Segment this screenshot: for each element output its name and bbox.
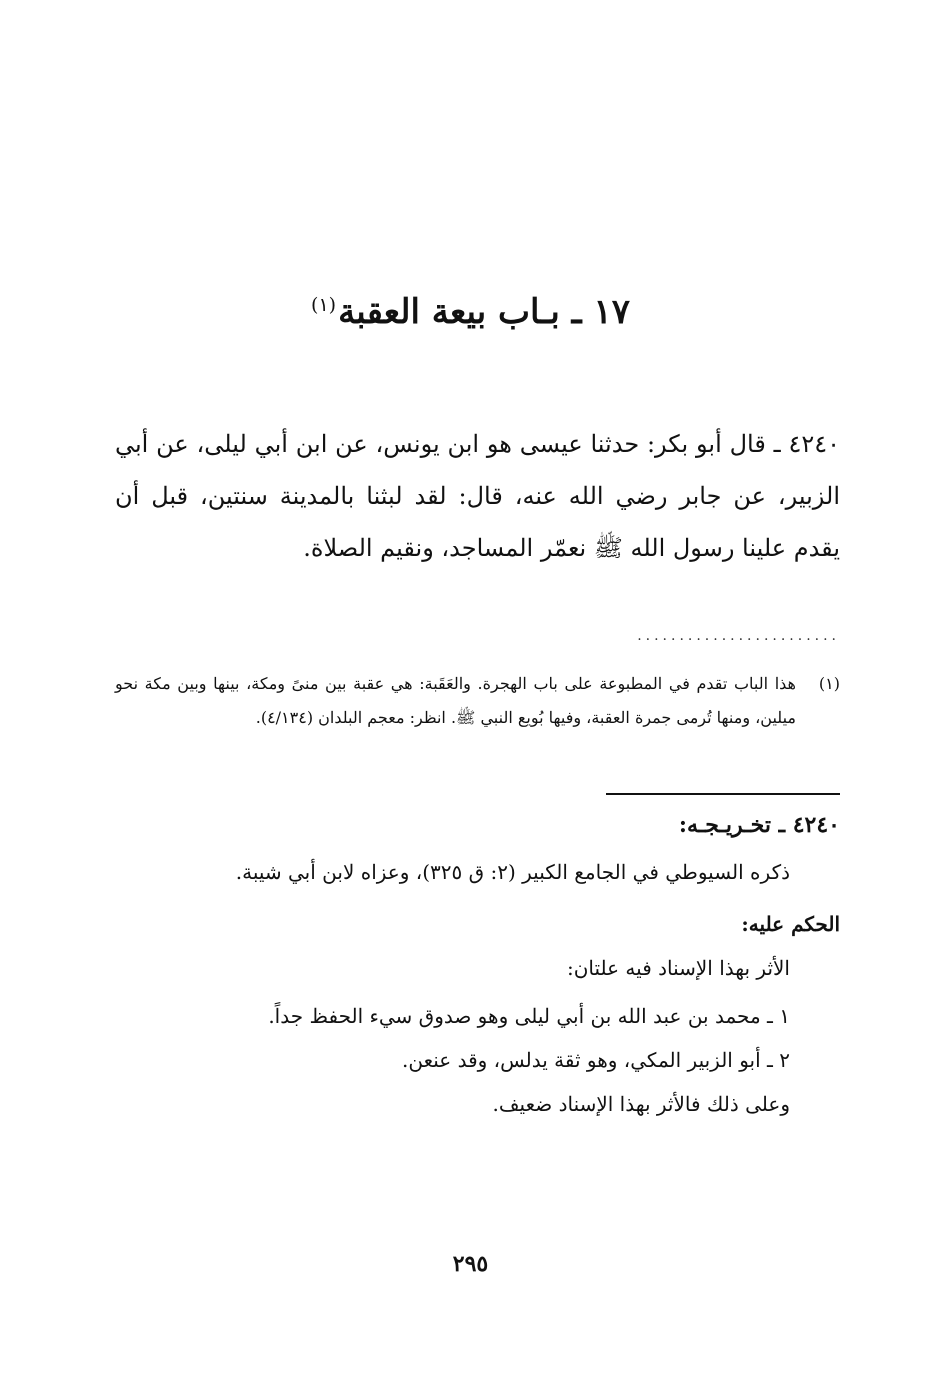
footnote-text: هذا الباب تقدم في المطبوعة على باب الهجرة. والعَقَبة: هي عقبة بين منىً ومكة، بينها وبين مكة نحو ميلين، ومنها تُرمى جمرة العقبة، وفيها بُويع النبي ﷺ. انظر: معجم البلدان (٤/١٣٤). (115, 674, 796, 727)
hukm-item-1: ١ ـ محمد بن عبد الله بن أبي ليلى وهو صدوق سيء الحفظ جداً. (268, 1004, 790, 1028)
footnote (115, 667, 840, 735)
chapter-title-text: ١٧ ـ بـاب بيعة العقبة (338, 292, 630, 332)
takhrij-text: ذكره السيوطي في الجامع الكبير (٢: ق ٣٢٥)، وعزاه لابن أبي شيبة. (235, 860, 790, 884)
takhrij-heading: ٤٢٤٠ ـ تخـريـجـه: (678, 812, 840, 838)
hadith-text: ٤٢٤٠ ـ قال أبو بكر: حدثنا عيسى هو ابن يونس، عن ابن أبي ليلى، عن أبي الزبير، عن جابر رضي الله عنه، قال: لقد لبثنا بالمدينة سنتين، قبل أن يقدم علينا رسول الله ﷺ نعمّر المساجد، ونقيم الصلاة. (115, 430, 840, 562)
page-number: ٢٩٥ (452, 1251, 489, 1277)
hukm-conclusion: وعلى ذلك فالأثر بهذا الإسناد ضعيف. (492, 1092, 790, 1116)
footnote-separator: ........................ (637, 628, 840, 644)
chapter-title (0, 292, 941, 333)
hukm-item-2: ٢ ـ أبو الزبير المكي، وهو ثقة يدلس، وقد عنعن. (402, 1048, 790, 1072)
footnote-number: (١) (818, 674, 840, 693)
hukm-heading: الحكم عليه: (741, 912, 840, 936)
chapter-title-footnote-marker: (١) (311, 293, 337, 316)
hukm-intro: الأثر بهذا الإسناد فيه علتان: (566, 956, 790, 980)
section-divider (606, 793, 840, 795)
